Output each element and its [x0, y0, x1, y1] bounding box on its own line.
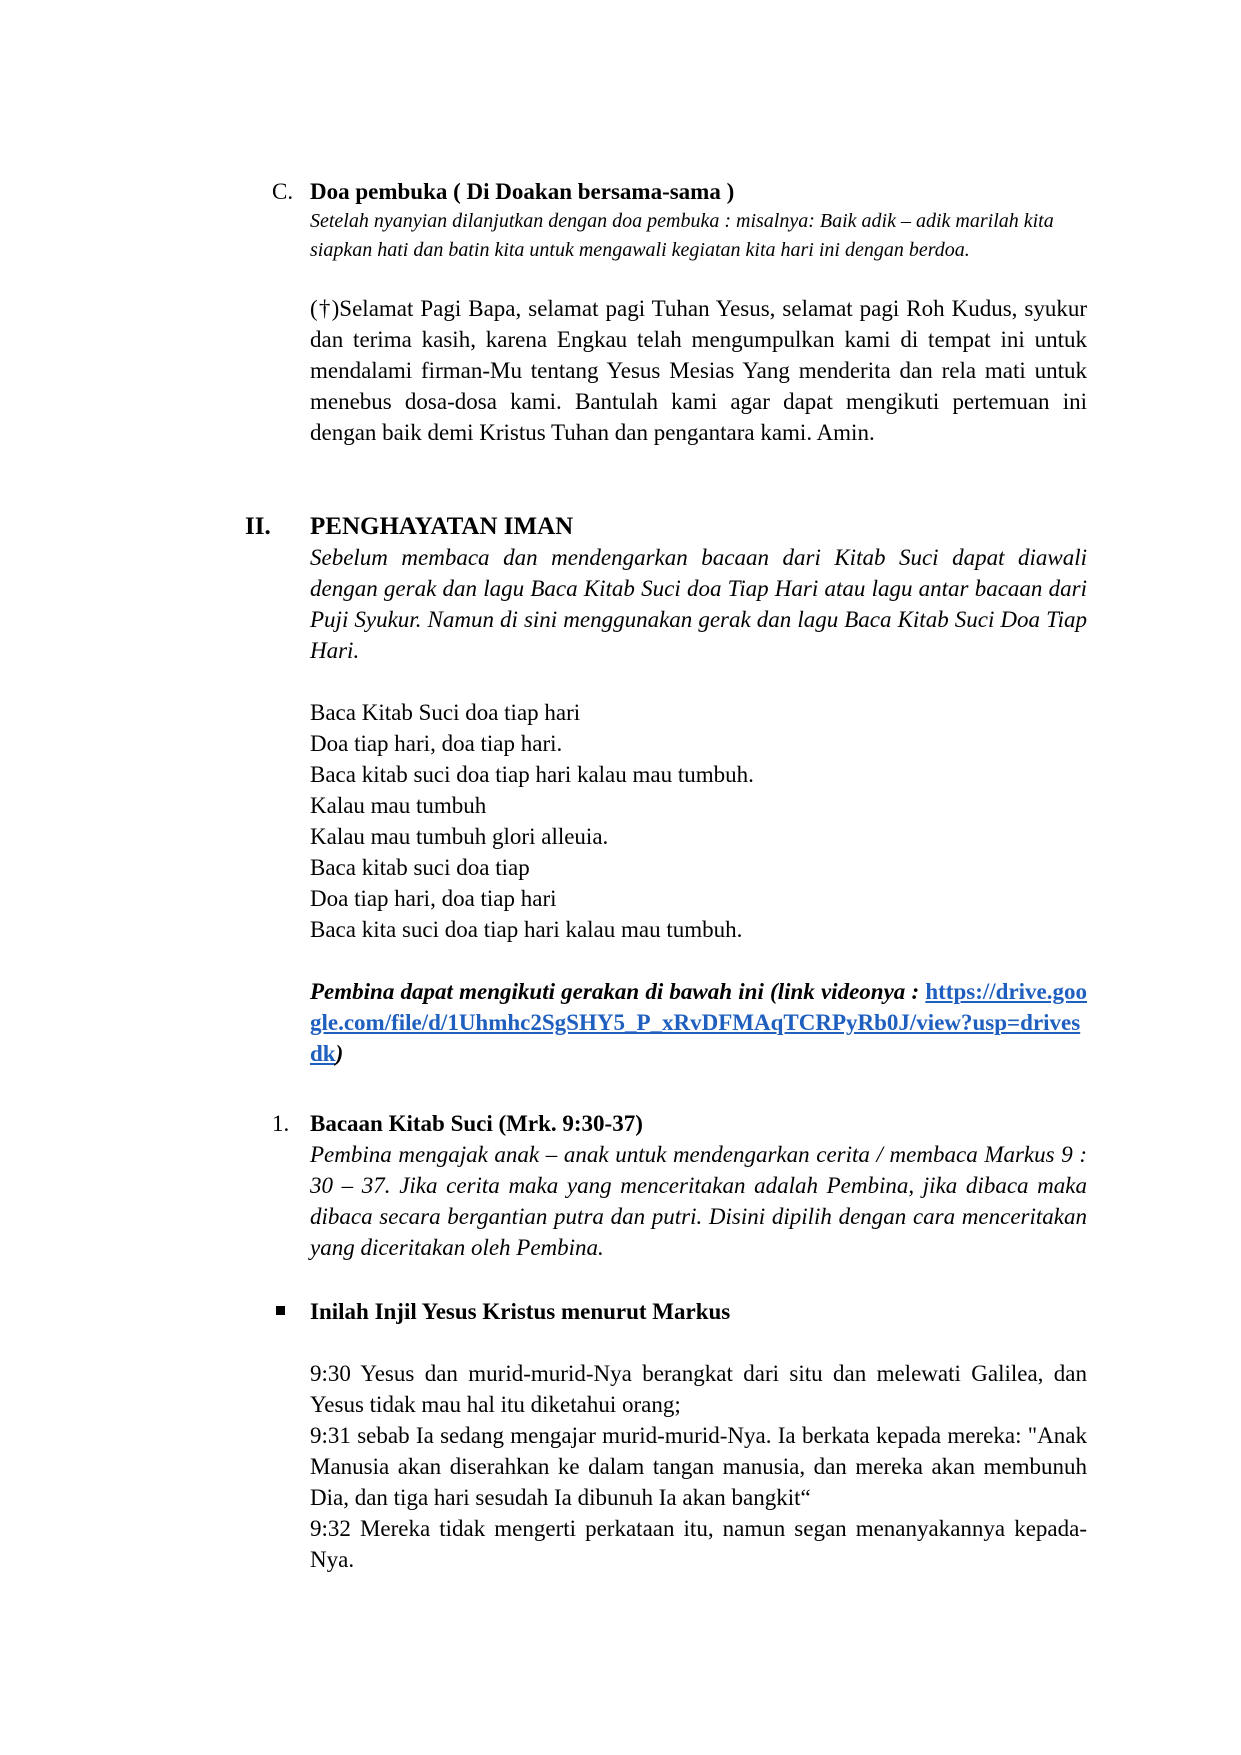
section-ii [310, 511, 1087, 1069]
section-c-marker: C. [272, 179, 294, 204]
pembina-note-suffix: ) [335, 1041, 344, 1066]
section-ii-marker: II. [245, 513, 271, 540]
song-line: Baca kita suci doa tiap hari kalau mau tumbuh. [310, 917, 743, 942]
song-line: Baca kitab suci doa tiap [310, 855, 530, 880]
song-line: Doa tiap hari, doa tiap hari. [310, 731, 563, 756]
pembina-note [310, 976, 1087, 1069]
gospel-verse: 9:32 Mereka tidak mengerti perkataan itu, namun segan menanyakannya kepada-Nya. [310, 1516, 1087, 1572]
section-c-title: Doa pembuka ( Di Doakan bersama-sama ) [310, 179, 735, 204]
section-ii-instruction: Sebelum membaca dan mendengarkan bacaan dari Kitab Suci dapat diawali dengan gerak dan lagu Baca Kitab Suci doa Tiap Hari atau lagu antar bacaan dari Puji Syukur. Namun di sini menggunakan gerak dan lagu Baca Kitab Suci Doa Tiap Hari. [310, 545, 1087, 663]
song-line: Kalau mau tumbuh [310, 793, 487, 818]
section-ii-title: PENGHAYATAN IMAN [310, 513, 574, 540]
reading-title: Bacaan Kitab Suci (Mrk. 9:30-37) [310, 1111, 643, 1136]
gospel-verse: 9:30 Yesus dan murid-murid-Nya berangkat dari situ dan melewati Galilea, dan Yesus tidak mau hal itu diketahui orang; [310, 1361, 1087, 1417]
square-bullet-icon [276, 1306, 285, 1315]
gospel-title: Inilah Injil Yesus Kristus menurut Markus [310, 1299, 731, 1324]
gospel-verses [310, 1358, 1087, 1575]
song-line: Baca kitab suci doa tiap hari kalau mau tumbuh. [310, 762, 754, 787]
pembina-note-prefix: Pembina dapat mengikuti gerakan di bawah ini (link videonya : [310, 979, 926, 1004]
section-c [310, 176, 1087, 448]
song-line: Baca Kitab Suci doa tiap hari [310, 700, 581, 725]
opening-prayer: (†)Selamat Pagi Bapa, selamat pagi Tuhan Yesus, selamat pagi Roh Kudus, syukur dan terima kasih, karena Engkau telah mengumpulkan kami di tempat ini untuk mendalami firman-Mu tentang Yesus Mesias Yang menderita dan rela mati untuk menebus dosa-dosa kami. Bantulah kami agar dapat mengikuti pertemuan ini dengan baik demi Kristus Tuhan dan pengantara kami. Amin. [310, 296, 1087, 445]
reading-instruction: Pembina mengajak anak – anak untuk mendengarkan cerita / membaca Markus 9 : 30 – 37. Jika cerita maka yang menceritakan adalah Pembina, jika dibaca maka dibaca secara bergantian putra dan putri. Disini dipilih dengan cara menceritakan yang diceritakan oleh Pembina. [310, 1142, 1087, 1260]
video-link[interactable]: https://drive.google.com/file/d/1Uhmhc2SgSHY5_P_xRvDFMAqTCRPyRb0J/view?usp=drivesdk [310, 979, 1087, 1066]
song-line: Kalau mau tumbuh glori alleuia. [310, 824, 609, 849]
reading-marker: 1. [272, 1111, 290, 1136]
song-lyrics [310, 697, 1087, 945]
gospel-verse: 9:31 sebab Ia sedang mengajar murid-murid-Nya. Ia berkata kepada mereka: "Anak Manusia akan diserahkan ke dalam tangan manusia, dan mereka akan membunuh Dia, dan tiga hari sesudah Ia dibunuh Ia akan bangkit“ [310, 1423, 1087, 1510]
reading-section [310, 1108, 1087, 1263]
song-line: Doa tiap hari, doa tiap hari [310, 886, 557, 911]
section-c-instruction: Setelah nyanyian dilanjutkan dengan doa pembuka : misalnya: Baik adik – adik marilah kita siapkan hati dan batin kita untuk mengawali kegiatan kita hari ini dengan berdoa. [310, 210, 1054, 261]
gospel-section [310, 1296, 1087, 1575]
